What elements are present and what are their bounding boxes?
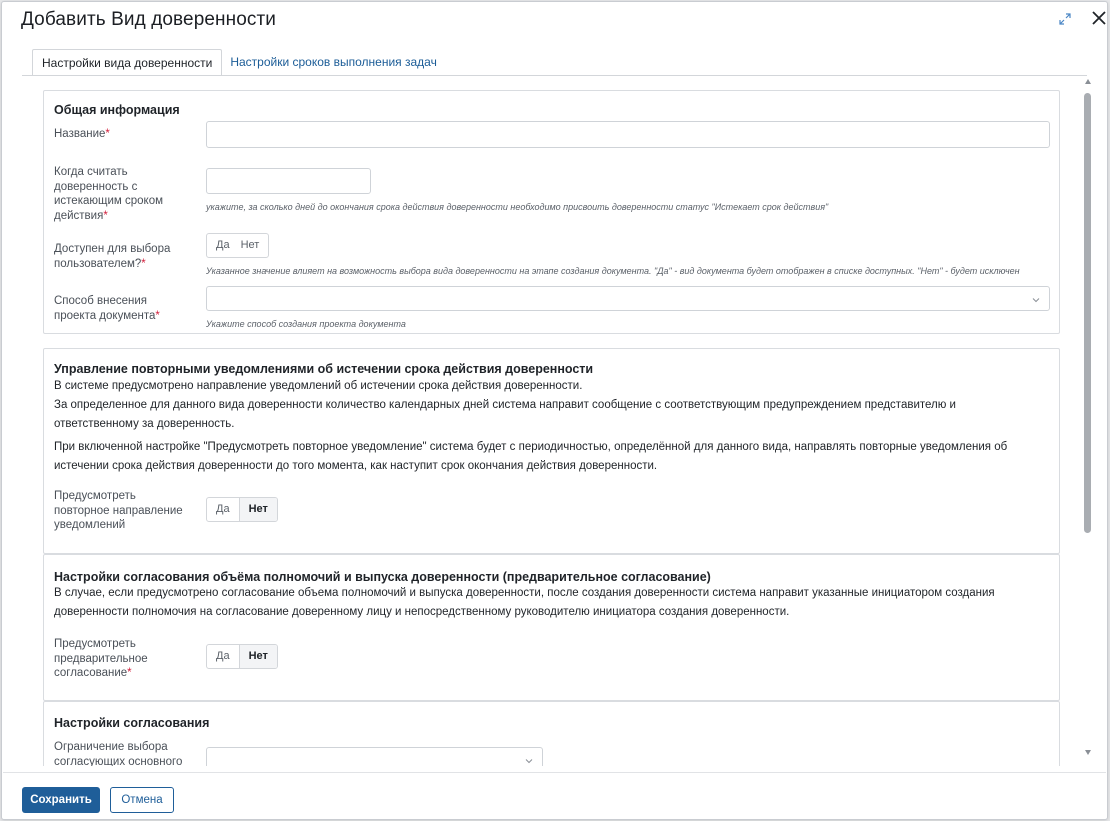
required-mark: *: [103, 209, 108, 222]
method-select[interactable]: [206, 286, 1050, 311]
available-label-text: Доступен для выбора пользователем?: [54, 243, 171, 270]
scroll-down-arrow[interactable]: [1085, 750, 1091, 755]
approval-limit-label: Ограничение выбора согласующих основного: [54, 741, 183, 766]
method-hint: Укажите способ создания проекта документа: [206, 319, 406, 329]
chevron-down-icon: [525, 757, 533, 765]
add-poa-type-dialog: [1, 1, 1108, 820]
repeat-label: Предусмотреть повторное направление уведомлений: [54, 490, 183, 531]
method-label-text: Способ внесения проекта документа: [54, 295, 156, 322]
preapproval-card: [43, 554, 1060, 701]
preapproval-toggle: [206, 644, 278, 669]
chevron-down-icon: [1032, 296, 1040, 304]
available-toggle: [206, 233, 269, 258]
preapproval-no-option[interactable]: Нет: [239, 645, 277, 668]
preapproval-yes-option[interactable]: Да: [216, 650, 230, 662]
approval-limit-select[interactable]: [206, 747, 543, 766]
expiring-hint: укажите, за сколько дней до окончания срока действия доверенности необходимо присвоить доверенности статус "Истекает срок действия": [206, 202, 829, 212]
name-label: [54, 127, 194, 142]
notifications-text-3: При включенной настройке "Предусмотреть повторное уведомление" система будет с периодичностью, определённой для данного вида, направлять повторные уведомления об истечении срока действия доверенности до того момента, как наступит срок окончания действия доверенности.: [54, 441, 1008, 472]
required-mark: *: [141, 257, 146, 270]
footer-divider: [3, 772, 1106, 773]
expiring-days-input[interactable]: [206, 168, 371, 194]
vertical-scrollbar[interactable]: [1082, 79, 1094, 758]
name-input[interactable]: [206, 121, 1050, 148]
close-icon[interactable]: [1091, 10, 1107, 26]
expiring-label: [54, 165, 174, 223]
method-label: [54, 294, 179, 323]
repeat-yes-option[interactable]: Да: [216, 503, 230, 515]
general-info-title: Общая информация: [54, 103, 180, 117]
tab-poa-type-settings[interactable]: Настройки вида доверенности: [32, 49, 222, 76]
required-mark: *: [127, 667, 132, 679]
preapproval-title: Настройки согласования объёма полномочий и выпуска доверенности (предварительное согласование): [54, 570, 711, 584]
approval-title: Настройки согласования: [54, 716, 210, 730]
expand-icon[interactable]: [1058, 12, 1072, 26]
form-scroll-area[interactable]: [22, 76, 1082, 766]
preapproval-label: [54, 637, 164, 681]
dialog-title: Добавить Вид доверенности: [21, 9, 277, 30]
notifications-text-2: За определенное для данного вида доверенности количество календарных дней система направит сообщение с соответствующим предупреждением представителю и ответственному за доверенность.: [54, 399, 956, 430]
preapproval-text: В случае, если предусмотрено согласование объема полномочий и выпуска доверенности, после создания доверенности система направит указанные инициатором создания доверенности полномочия на согласование доверенному лицу и непосредственному руководителю инициатора создания доверенности.: [54, 587, 995, 618]
cancel-button[interactable]: Отмена: [110, 787, 174, 813]
available-yes-option[interactable]: Да: [216, 239, 230, 251]
scrollbar-thumb[interactable]: [1084, 93, 1091, 533]
available-hint: Указанное значение влияет на возможность выбора вида доверенности на этапе создания документа. "Да" - вид документа будет отображен в списке доступных. "Нет" - будет исключен: [206, 266, 1020, 276]
available-label: [54, 242, 184, 271]
expiring-label-text: Когда считать доверенность с истекающим сроком действия: [54, 166, 164, 222]
notifications-title: Управление повторными уведомлениями об истечении срока действия доверенности: [54, 362, 594, 376]
required-mark: *: [155, 309, 160, 322]
approval-card: [43, 701, 1060, 766]
notifications-card: [43, 348, 1060, 554]
available-no-option[interactable]: Нет: [240, 239, 260, 251]
repeat-no-option[interactable]: Нет: [239, 498, 277, 521]
notifications-text-1: В системе предусмотрено направление уведомлений об истечении срока действия доверенности.: [54, 380, 583, 392]
preapproval-label-text: Предусмотреть предварительное согласование: [54, 638, 148, 679]
general-info-card: [43, 90, 1060, 334]
name-label-text: Название: [54, 128, 106, 140]
required-mark: *: [105, 128, 110, 140]
save-button[interactable]: Сохранить: [22, 787, 100, 813]
tab-task-deadlines[interactable]: Настройки сроков выполнения задач: [230, 55, 437, 69]
tab-bar: [32, 49, 446, 76]
repeat-toggle: [206, 497, 278, 522]
scroll-up-arrow[interactable]: [1085, 79, 1091, 84]
